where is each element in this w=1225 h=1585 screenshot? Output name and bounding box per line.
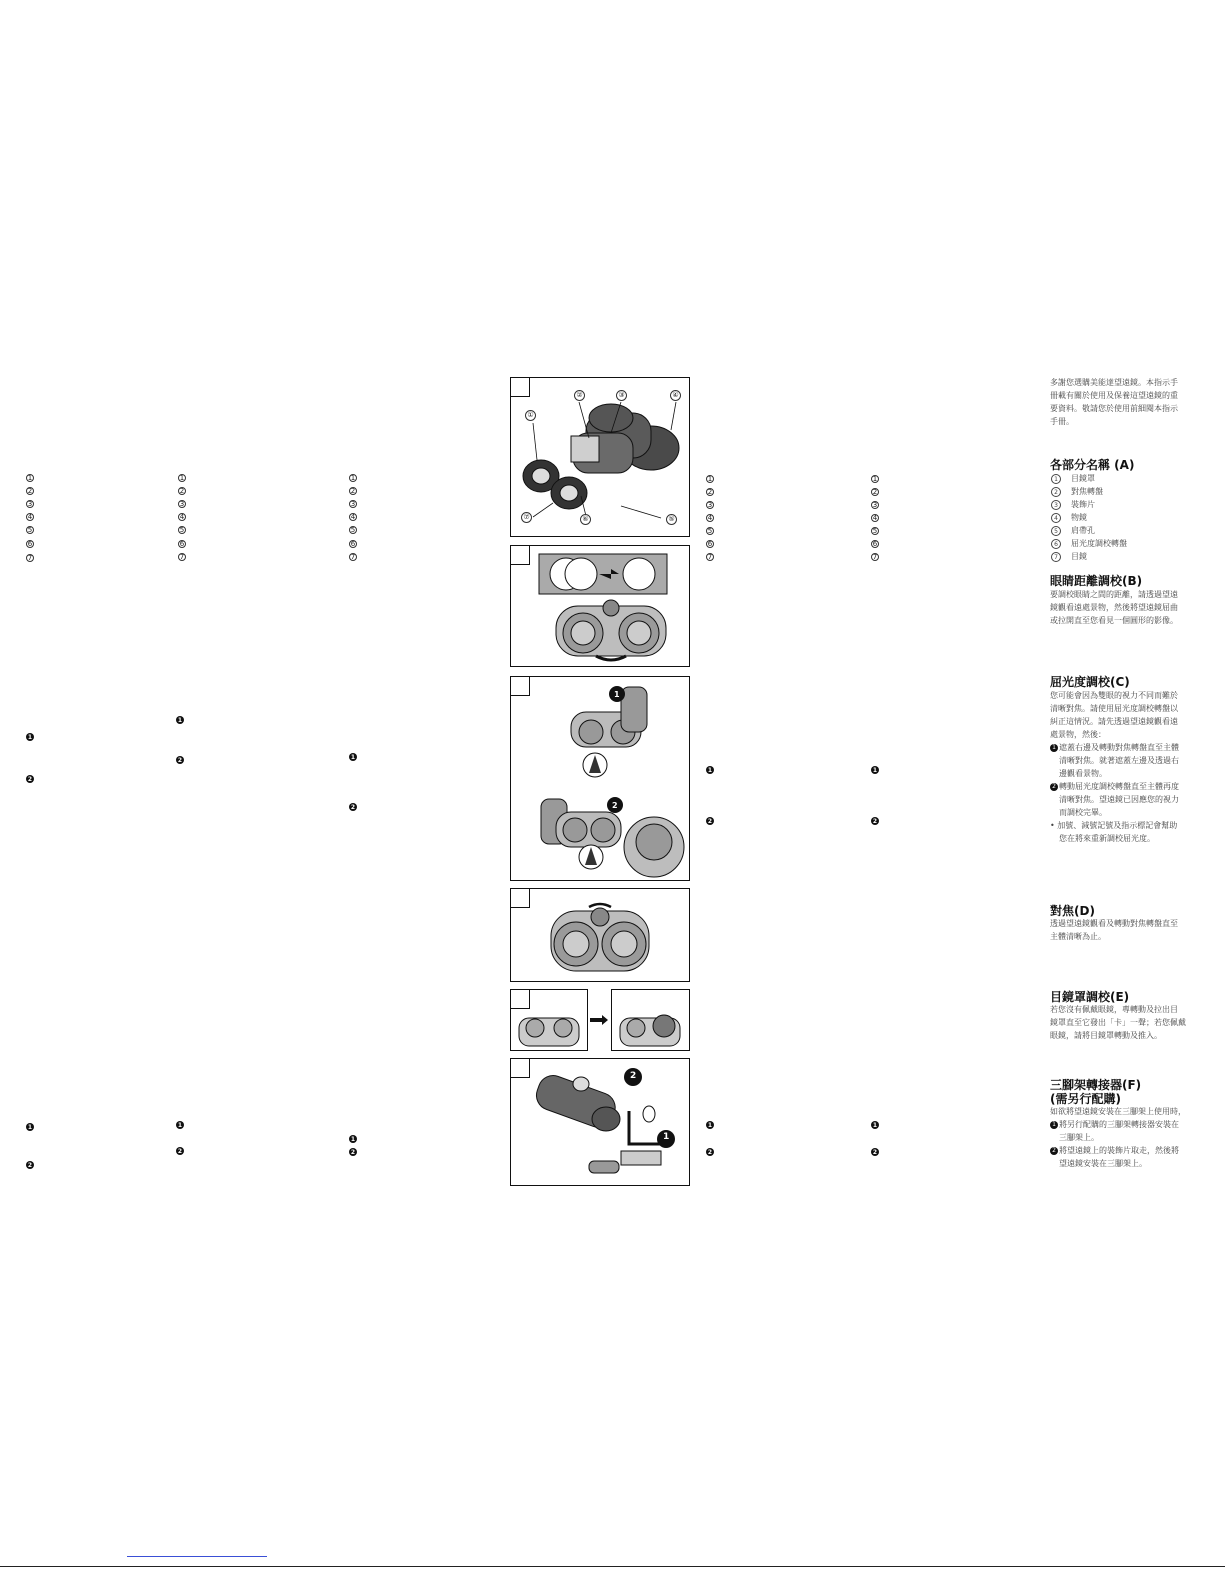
focus-illustration: [511, 889, 689, 981]
marker-5: 5: [350, 525, 356, 534]
step-2-marker: 2: [27, 775, 33, 783]
marker-7: 7: [350, 552, 356, 561]
tripod-illustration: [511, 1059, 689, 1185]
text-line: 鏡罩直至它發出「卡」一聲；若您佩戴: [1050, 1018, 1186, 1027]
marker-4: 4: [179, 512, 185, 521]
parts-heading: 各部分名稱 (A): [1050, 458, 1135, 472]
eyecup-heading: 目鏡罩調校(E): [1050, 990, 1130, 1004]
item-number: 5: [1051, 526, 1061, 536]
marker-6: 6: [707, 539, 713, 548]
step-2-marker: 2: [872, 1148, 878, 1156]
step-2-marker: 2: [350, 1148, 356, 1156]
intro-line: 手冊。: [1050, 417, 1074, 426]
text-line: • 加號、減號記號及指示標記會幫助: [1050, 821, 1178, 830]
step-2-marker: 2: [177, 1147, 183, 1155]
marker-5: 5: [872, 526, 878, 535]
diopter-note: [1050, 819, 1177, 845]
text-line: 遮蓋右邊及轉動對焦轉盤直至主體: [1059, 743, 1179, 752]
step-1-marker: 1: [177, 1121, 183, 1129]
marker-7: 7: [872, 552, 878, 561]
text-line: 糾正這情況。請先透過望遠鏡觀看遠: [1050, 717, 1178, 726]
item-label: 目鏡: [1071, 552, 1087, 561]
step-marker: 2: [1050, 1147, 1058, 1155]
marker-3: 3: [872, 500, 878, 509]
marker-7: 7: [27, 553, 33, 562]
text-line: 眼鏡，請將目鏡罩轉動及推入。: [1050, 1031, 1162, 1040]
item-label: 對焦轉盤: [1071, 487, 1103, 496]
parts-item: [1051, 524, 1095, 537]
marker-4: 4: [872, 513, 878, 522]
eye-distance-illustration: [511, 546, 689, 666]
diopter-illustration: [511, 677, 689, 880]
text-line: 主體清晰為止。: [1050, 932, 1106, 941]
step-2-label: 2: [612, 801, 618, 810]
step-marker: 1: [1050, 1121, 1058, 1129]
figure-tag: [511, 889, 530, 908]
parts-item: [1051, 511, 1087, 524]
parts-item: [1051, 498, 1095, 511]
item-label: 肩帶孔: [1071, 526, 1095, 535]
text-line: 您可能會因為雙眼的視力不同而難於: [1050, 691, 1178, 700]
callout-1: ①: [525, 410, 536, 421]
eye-distance-heading: 眼睛距離調校(B): [1050, 574, 1143, 588]
marker-1: 1: [872, 474, 878, 483]
marker-1: 1: [350, 473, 356, 482]
text-line: 或拉開直至您看見一個圓形的影像。: [1050, 616, 1178, 625]
step-2-marker: 2: [872, 817, 878, 825]
item-number: 4: [1051, 513, 1061, 523]
step-2-marker: 2: [707, 1148, 713, 1156]
figure-tag: [511, 990, 530, 1009]
marker-3: 3: [179, 499, 185, 508]
diopter-step-2: [1050, 780, 1179, 819]
figure-f-tripod: [510, 1058, 690, 1186]
step-1-marker: 1: [707, 1121, 713, 1129]
marker-6: 6: [27, 539, 33, 548]
callout-4: ④: [670, 390, 681, 401]
figure-tag: [511, 378, 530, 397]
tripod-text: 如欲將望遠鏡安裝在三腳架上使用時，: [1050, 1107, 1186, 1116]
parts-item: [1051, 472, 1095, 485]
text-line: 而調校完畢。: [1059, 808, 1107, 817]
marker-1: 1: [27, 473, 33, 482]
intro-line: 冊載有關於使用及保養這望遠鏡的重: [1050, 391, 1178, 400]
figure-d-focus: [510, 888, 690, 982]
text-line: 處景物，然後：: [1050, 730, 1106, 739]
marker-6: 6: [872, 539, 878, 548]
figure-a-parts: [510, 377, 690, 537]
text-line: 您在將來重新調校屈光度。: [1059, 834, 1155, 843]
marker-5: 5: [27, 525, 33, 534]
marker-2: 2: [707, 487, 713, 496]
text-line: 清晰對焦。望遠鏡已因應您的視力: [1059, 795, 1179, 804]
marker-5: 5: [707, 526, 713, 535]
link-underline: [127, 1556, 267, 1557]
eyecup-after-illustration: [612, 990, 689, 1050]
step-1-marker: 1: [27, 1123, 33, 1131]
step-1-label: 1: [663, 1132, 670, 1142]
text-line: 三腳架上。: [1059, 1133, 1099, 1142]
marker-2: 2: [872, 487, 878, 496]
step-1-marker: 1: [872, 1121, 878, 1129]
tripod-heading: 三腳架轉接器(F): [1050, 1078, 1142, 1092]
figure-tag: [511, 677, 530, 696]
parts-item: [1051, 485, 1103, 498]
marker-4: 4: [707, 513, 713, 522]
diopter-heading: 屈光度調校(C): [1050, 675, 1130, 689]
text-line: 清晰對焦。就著遮蓋左邊及透過右: [1059, 756, 1179, 765]
callout-5: ⑤: [666, 514, 677, 525]
marker-6: 6: [179, 539, 185, 548]
step-marker: 1: [1050, 744, 1058, 752]
tripod-step-2: [1050, 1144, 1179, 1170]
text-line: 要調校眼睛之間的距離，請透過望遠: [1050, 590, 1178, 599]
marker-3: 3: [27, 499, 33, 508]
diopter-step-1: [1050, 741, 1179, 780]
marker-3: 3: [350, 499, 356, 508]
tripod-step-1: [1050, 1118, 1179, 1144]
text-line: 望遠鏡安裝在三腳架上。: [1059, 1159, 1147, 1168]
step-1-marker: 1: [350, 753, 356, 761]
step-1-marker: 1: [27, 733, 33, 741]
step-1-marker: 1: [872, 766, 878, 774]
marker-2: 2: [179, 486, 185, 495]
marker-4: 4: [27, 512, 33, 521]
binoculars-parts-illustration: [511, 378, 689, 536]
item-number: 3: [1051, 500, 1061, 510]
marker-1: 1: [707, 474, 713, 483]
figure-tag: [511, 546, 530, 565]
step-1-marker: 1: [707, 766, 713, 774]
figure-e-eyecup-before: [510, 989, 588, 1051]
marker-7: 7: [179, 552, 185, 561]
callout-6: ⑥: [580, 514, 591, 525]
figure-tag: [511, 1059, 530, 1078]
item-number: 2: [1051, 487, 1061, 497]
focus-heading: 對焦(D): [1050, 904, 1095, 918]
text-line: 透過望遠鏡觀看及轉動對焦轉盤直至: [1050, 919, 1178, 928]
figure-b-eye-distance: [510, 545, 690, 667]
item-label: 屈光度調校轉盤: [1071, 539, 1127, 548]
callout-2: ②: [574, 390, 585, 401]
step-marker: 2: [1050, 783, 1058, 791]
parts-item: [1051, 537, 1127, 550]
step-2-marker: 2: [707, 817, 713, 825]
marker-3: 3: [707, 500, 713, 509]
item-label: 物鏡: [1071, 513, 1087, 522]
item-label: 目鏡罩: [1071, 474, 1095, 483]
item-number: 6: [1051, 539, 1061, 549]
text-line: 將另行配購的三腳架轉接器安裝在: [1059, 1120, 1179, 1129]
marker-2: 2: [27, 486, 33, 495]
text-line: 將望遠鏡上的裝飾片取走，然後將: [1059, 1146, 1179, 1155]
step-1-label: 1: [614, 690, 620, 699]
marker-4: 4: [350, 512, 356, 521]
focus-text: [1050, 917, 1178, 943]
text-line: 若您沒有佩戴眼鏡，專轉動及拉出目: [1050, 1005, 1178, 1014]
step-1-marker: 1: [350, 1135, 356, 1143]
step-2-label: 2: [630, 1071, 637, 1081]
step-1-marker: 1: [177, 716, 183, 724]
eyecup-text: [1050, 1003, 1186, 1042]
item-number: 7: [1051, 552, 1061, 562]
callout-7: ⑦: [521, 512, 532, 523]
intro-text: [1050, 376, 1178, 428]
marker-6: 6: [350, 539, 356, 548]
arrow-right-icon: [590, 1015, 608, 1025]
intro-line: 要資料。敬請您於使用前細閱本指示: [1050, 404, 1178, 413]
text-line: 轉動屈光度調校轉盤直至主體再度: [1059, 782, 1179, 791]
text-line: 鏡觀看遠處景物，然後將望遠鏡屈曲: [1050, 603, 1178, 612]
marker-7: 7: [707, 552, 713, 561]
text-line: 清晰對焦。請使用屈光度調校轉盤以: [1050, 704, 1178, 713]
figure-e-eyecup-after: [611, 989, 690, 1051]
page-bottom-rule: [0, 1566, 1225, 1567]
marker-1: 1: [179, 473, 185, 482]
step-2-marker: 2: [27, 1161, 33, 1169]
intro-line: 多謝您選購美能達望遠鏡。本指示手: [1050, 378, 1178, 387]
item-number: 1: [1051, 474, 1061, 484]
item-label: 裝飾片: [1071, 500, 1095, 509]
figure-c-diopter: [510, 676, 690, 881]
marker-2: 2: [350, 486, 356, 495]
text-line: 邊觀看景物。: [1059, 769, 1107, 778]
marker-5: 5: [179, 525, 185, 534]
tripod-subheading: (需另行配購): [1050, 1092, 1121, 1106]
callout-3: ③: [616, 390, 627, 401]
parts-item: [1051, 550, 1087, 563]
eye-distance-text: [1050, 588, 1178, 627]
step-2-marker: 2: [350, 803, 356, 811]
step-2-marker: 2: [177, 756, 183, 764]
diopter-text: [1050, 689, 1178, 741]
